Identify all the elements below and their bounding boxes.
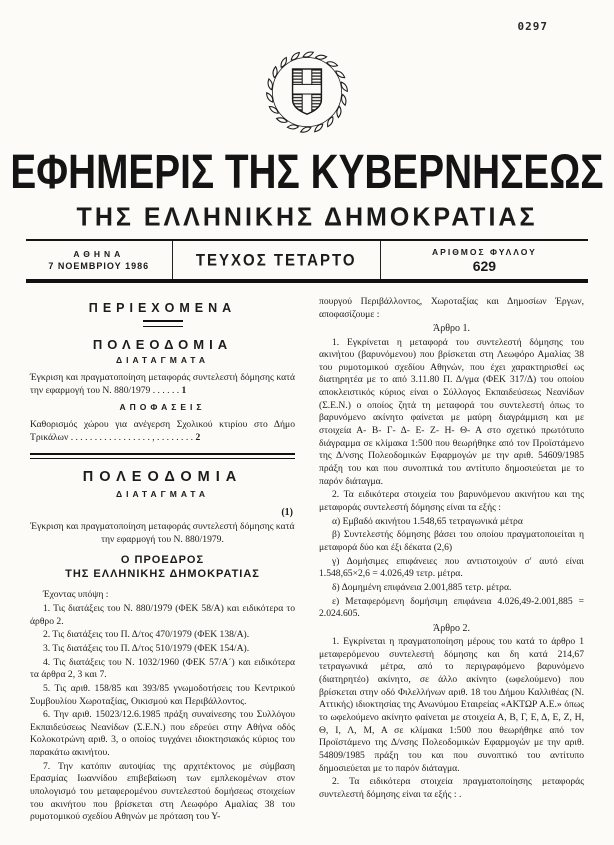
article-2-paragraph-1: 1. Εγκρίνεται η πραγματοποίηση μέρους του κατά το άρθρο 1 μεταφερόμενου συντελεστή δόμησης και δη κατά 214,67 τετραγωνικά μέτρα, από το περιγραφόμενο βαρυνόμενο (διατηρητέο) ακίνητο, σε άλλο ακίνητο (ωφελούμενο) που βρίσκεται στην οδό Φιλελλήνων αριθ. 18 του Δήμου Καλλιθέας (Ν. Αττικής) ιδιοκτησίας της Ανωνύμου Εταιρείας «ΑΚΤΩΡ Α.Ε.» όπως το ωφελούμενο ακίνητο φαίνεται με στοιχεία Α, Β, Γ, Ε, Δ, Ε, Ζ, Η, Θ, Ι, Λ, Μ, Α σε κλίμακα 1:500 που θεωρήθηκε από τον Προϊστάμενο της Δ/νσης Πολεοδομικών Εφαρμογών με την αριθ. 54809/1985 πράξη του και που συνοπτικό του αντίτυπο δημοσιεύεται με το παρόν διάταγμα. — [319, 636, 584, 774]
article-1-heading: Άρθρο 1. — [433, 323, 470, 335]
left-column — [30, 296, 295, 845]
consideration-7: 7. Την κατόπιν αυτοψίας της αρχιτέκτονος με σύμβαση Ερασμίας Ιωαννίδου επιβεβαίωση των εμπλεκομένων στον υπολογισμό του μεταφερομένου συντελεστού δομήσεως στοιχείων του ακινήτου που βρίσκεται στη Λεωφόρο Αμαλίας 38 του ρυμοτομικού σχεδίου Αθηνών με πρόταση του Υ- — [30, 760, 295, 823]
right-column — [319, 296, 584, 845]
consideration-5: 5. Τις αριθ. 158/85 και 393/85 γνωμοδοτήσεις του Κεντρικού Συμβουλίου Χωροταξίας, Οικισμού και Περιβάλλοντος. — [30, 682, 295, 707]
toc-entry-1-text: Έγκριση και πραγματοποίηση μεταφοράς συντελεστή δόμησης κατά την εφαρμογή του Ν. 880/1979 . . . . . . — [30, 371, 295, 396]
article-2-heading: Άρθρο 2. — [433, 622, 470, 634]
greek-coat-of-arms-icon — [259, 44, 355, 144]
consideration-2: 2. Τις διατάξεις του Π. Δ/τος 470/1979 (ΦΕΚ 138/Α). — [43, 629, 250, 641]
article-1-item-c: γ) Δομήσιμες επιφάνειες που αντιστοιχούν σ' αυτό είναι 1.548,65×2,6 = 4.026,49 τετρ. μέτρα. — [319, 555, 584, 580]
consideration-3: 3. Τις διατάξεις του Π. Δ/τος 510/1979 (ΦΕΚ 154/Α). — [43, 642, 250, 654]
article-1-paragraph-1: 1. Εγκρίνεται η μεταφορά του συντελεστή δόμησης του ακινήτου (βαρυνόμενου) που βρίσκεται στη Λεωφόρο Αμαλίας 38 του ρυμοτομικού σχεδίου Αθηνών, που έχει χαρακτηρισθεί ως διατηρητέα με το από 3.11.80 Π. Δ/γμα (ΦΕΚ 317/Δ) του οποίου αποκλειστικός κύριος είναι ο Σύλλογος Εκπαιδεύσεως Νεανίδων (Σ.Ε.Ν.) ο οποίος ζητά τη μεταφορά του συντελεστή όπως το βαρυνόμενο ακίνητο φαίνεται με μαύρη διαγράμμιση και με στοιχεία Α- Β- Γ- Δ- Ε- Ζ- Η- Θ- Α στο σχετικό πρωτότυπο διάγραμμα σε κλίμακα 1:500 που θεωρήθηκε από τον Προϊστάμενο της Δ/νσης Πολεοδομικών Εφαρμογών με την αριθ. 54609/1985 πράξη του και που συνοπτικά του αντίτυπο δημοσιεύεται με το παρόν διάταγμα. — [319, 336, 584, 487]
issue-type-label: ΤΕΥΧΟΣ ΤΕΤΑΡΤΟ — [195, 250, 357, 270]
article-1-item-b: β) Συντελεστής δόμησης βάσει του οποίου πραγματοποιείται η μεταφορά δύο και έξι δέκατα (2,6) — [319, 529, 584, 553]
decree-section-sub: ΔΙΑΤΑΓΜΑΤΑ — [116, 488, 209, 499]
article-2-paragraph-2: 2. Τα ειδικότερα στοιχεία πραγματοποίησης μεταφοράς συντελεστή δόμησης είναι τα εξής : . — [319, 776, 584, 800]
contents-group2-label: ΑΠΟΦΑΣΕΙΣ — [119, 402, 206, 413]
cross-shield — [292, 68, 323, 116]
contents-section-label: ΠΟΛΕΟΔΟΜΙΑ — [92, 336, 233, 352]
banner-issue-type — [173, 241, 381, 279]
contents-heading: ΠΕΡΙΕΧΟΜΕΝΑ — [88, 301, 237, 315]
toc-entry-1 — [30, 372, 295, 397]
consideration-6: 6. Την αριθ. 15023/12.6.1985 πράξη συναίνεσης του Συλλόγου Εκπαιδεύσεως Νεανίδων (Σ.Ε.Ν.) που εδρεύει στην Αθήνα οδός Κολοκοτρώνη αριθ. 3, ο οποίος τυγχάνει ιδιοκτησιακός κύριος του παρακάτω ακινήτου. — [30, 709, 295, 759]
consideration-4: 4. Τις διατάξεις του Ν. 1032/1960 (ΦΕΚ 57/Α΄) και ειδικότερα τα άρθρα 2, 3 και 7. — [30, 656, 295, 681]
decree-issuer — [30, 553, 295, 583]
banner-place-date — [26, 241, 173, 279]
article-1-paragraph-2: 2. Τα ειδικότερα στοιχεία του βαρυνόμενου ακινήτου και της μεταφοράς συντελεστή δόμησης είναι τα εξής : — [319, 489, 584, 514]
article-1-item-a: α) Εμβαδό ακινήτου 1.548,65 τετραγωνικά μέτρα — [332, 515, 523, 527]
contents-rule — [143, 320, 183, 327]
decree-item-number: (1) — [281, 507, 293, 519]
toc-entry-2 — [30, 419, 295, 444]
place-label: ΑΘΗΝΑ — [73, 249, 125, 259]
issuer-line-2: ΤΗΣ ΕΛΛΗΝΙΚΗΣ ΔΗΜΟΚΡΑΤΙΑΣ — [65, 568, 260, 581]
banner-issue-number — [381, 241, 588, 279]
issuer-line-1: Ο ΠΡΟΕΔΡΟΣ — [120, 553, 205, 566]
masthead — [0, 146, 614, 232]
issue-date: 7 ΝΟΕΜΒΡΙΟΥ 1986 — [48, 261, 150, 271]
toc-entry-1-page: 1 — [181, 384, 187, 396]
decree-section-label: ΠΟΛΕΟΔΟΜΙΑ — [82, 468, 243, 485]
contents-group1-label: ΔΙΑΤΑΓΜΑΤΑ — [116, 354, 209, 365]
gazette-title: ΕΦΗΜΕΡΙΣ ΤΗΣ ΚΥΒΕΡΝΗΣΕΩΣ — [10, 146, 604, 200]
article-1-item-d: δ) Δομημένη επιφάνεια 2.001,885 τετρ. μέτρα. — [332, 581, 512, 593]
issue-number-value: 629 — [472, 257, 497, 274]
issue-number-label: ΑΡΙΘΜΟΣ ΦΥΛΛΟΥ — [432, 246, 537, 257]
page-number: 0297 — [517, 20, 548, 33]
toc-entry-2-text: Καθορισμός χώρου για ανέγερση Σχολικού κτιρίου στο Δήμο Τρικάλων . . . . . . . . . . . . . . . . . , . . . . . . . . — [30, 419, 295, 444]
decree-title: Έγκριση και πραγματοποίηση μεταφοράς συντελεστή δόμησης κατά την εφαρμογή του Ν. 880/1979. — [30, 521, 295, 545]
toc-entry-2-page: 2 — [195, 432, 201, 444]
gazette-subtitle: ΤΗΣ ΕΛΛΗΝΙΚΗΣ ΔΗΜΟΚΡΑΤΙΑΣ — [76, 202, 538, 232]
article-1-item-e: ε) Μεταφερόμενη δομήσιμη επιφάνεια 4.026,49-2.001,885 = 2.024.605. — [319, 595, 584, 620]
issue-banner — [26, 239, 588, 283]
consideration-1: 1. Τις διατάξεις του Ν. 880/1979 (ΦΕΚ 58/Α) και ειδικότερα το άρθρο 2. — [30, 602, 295, 627]
section-divider — [30, 453, 295, 459]
decree-preamble: Έχοντας υπόψη : — [43, 589, 109, 601]
continuation-text: πουργού Περιβάλλοντος, Χωροταξίας και Δημοσίων Έργων, αποφασίζουμε : — [319, 296, 584, 320]
body-columns — [30, 296, 584, 845]
